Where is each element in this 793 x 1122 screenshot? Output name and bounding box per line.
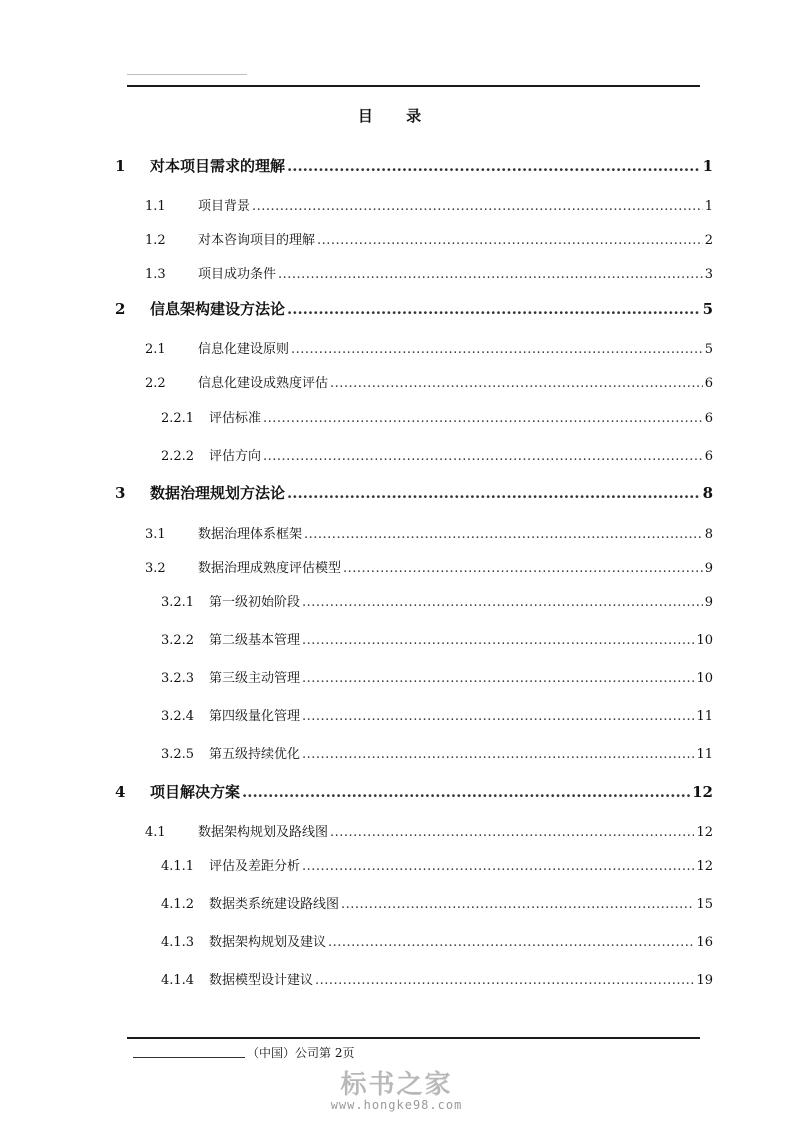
- toc-entry-4-1-3[interactable]: [161, 931, 713, 950]
- toc-entry-2-2-2[interactable]: [161, 445, 713, 464]
- toc-label: 数据架构规划及路线图: [198, 825, 329, 840]
- toc-page: 5: [702, 300, 713, 318]
- watermark-url: www.hongke98.com: [330, 1098, 463, 1112]
- toc-number: 2.1: [145, 342, 166, 357]
- toc-entry-3-1[interactable]: [145, 523, 713, 542]
- toc-leader: [302, 595, 703, 610]
- toc-label: 项目解决方案: [150, 783, 241, 801]
- toc-label: 对本项目需求的理解: [150, 157, 286, 175]
- toc-label: 数据治理体系框架: [198, 527, 303, 542]
- toc-page: 12: [696, 859, 713, 874]
- header-rule: [127, 85, 700, 87]
- footer-blank-line: [133, 1045, 245, 1058]
- toc-page: 16: [696, 935, 713, 950]
- toc-number: 1.3: [145, 267, 166, 282]
- toc-page: 1: [704, 199, 713, 214]
- toc-leader: [287, 300, 701, 318]
- toc-label: 评估方向: [209, 449, 262, 464]
- toc-number: 4.1.3: [161, 935, 195, 950]
- toc-label: 数据架构规划及建议: [209, 935, 327, 950]
- toc-label: 第一级初始阶段: [209, 595, 301, 610]
- toc-page: 10: [696, 633, 713, 648]
- toc-entry-4-1-4[interactable]: [161, 969, 713, 988]
- toc-number: 3.2: [145, 561, 166, 576]
- toc-page: 11: [696, 709, 713, 724]
- toc-leader: [278, 267, 703, 282]
- toc-entry-1-3[interactable]: [145, 263, 713, 282]
- toc-label: 第四级量化管理: [209, 709, 301, 724]
- toc-entry-4[interactable]: [115, 781, 713, 802]
- toc-entry-1-2[interactable]: [145, 229, 713, 248]
- toc-leader: [291, 342, 703, 357]
- toc-label: 数据治理规划方法论: [150, 484, 286, 502]
- toc-label: 评估标准: [209, 411, 262, 426]
- toc-number: 3.2.2: [161, 633, 195, 648]
- toc-entry-2[interactable]: [115, 298, 713, 319]
- toc-page: 8: [704, 527, 713, 542]
- toc-number: 3.2.5: [161, 747, 195, 762]
- toc-number: 2: [115, 300, 126, 318]
- toc-entry-3-2-4[interactable]: [161, 705, 713, 724]
- toc-entry-2-1[interactable]: [145, 338, 713, 357]
- toc-entry-3-2-5[interactable]: [161, 743, 713, 762]
- toc-leader: [302, 671, 694, 686]
- toc-page: 6: [704, 449, 713, 464]
- toc-entry-3-2-1[interactable]: [161, 591, 713, 610]
- toc-entry-2-2-1[interactable]: [161, 407, 713, 426]
- toc-number: 4.1.4: [161, 973, 195, 988]
- toc-leader: [343, 561, 703, 576]
- toc-number: 1.2: [145, 233, 166, 248]
- toc-entry-4-1-1[interactable]: [161, 855, 713, 874]
- toc-page: 12: [692, 783, 713, 801]
- toc-label: 数据治理成熟度评估模型: [198, 561, 342, 576]
- toc-entry-3-2-2[interactable]: [161, 629, 713, 648]
- toc-number: 2.2.1: [161, 411, 195, 426]
- toc-leader: [263, 449, 703, 464]
- toc-label: 对本咨询项目的理解: [198, 233, 316, 248]
- toc-leader: [302, 859, 694, 874]
- toc-leader: [287, 157, 701, 175]
- toc-leader: [242, 783, 690, 801]
- toc-number: 4.1: [145, 825, 166, 840]
- watermark-logo: 标书之家: [340, 1070, 453, 1100]
- toc-entry-2-2[interactable]: [145, 372, 713, 391]
- toc-page: 8: [702, 484, 713, 502]
- toc-number: 3.2.1: [161, 595, 195, 610]
- toc-label: 信息化建设成熟度评估: [198, 376, 329, 391]
- toc-leader: [328, 935, 694, 950]
- footer-rule: [127, 1037, 700, 1039]
- toc-page: 12: [696, 825, 713, 840]
- toc-page: 9: [704, 595, 713, 610]
- toc-label: 第五级持续优化: [209, 747, 301, 762]
- toc-page: 19: [696, 973, 713, 988]
- toc-label: 数据模型设计建议: [209, 973, 314, 988]
- toc-leader: [330, 376, 703, 391]
- toc-leader: [263, 411, 703, 426]
- toc-leader: [341, 897, 694, 912]
- toc-entry-3-2[interactable]: [145, 557, 713, 576]
- toc-number: 4.1.1: [161, 859, 195, 874]
- toc-page: 6: [704, 411, 713, 426]
- toc-leader: [317, 233, 703, 248]
- toc-entry-4-1[interactable]: [145, 821, 713, 840]
- toc-label: 第三级主动管理: [209, 671, 301, 686]
- toc-entry-4-1-2[interactable]: [161, 893, 713, 912]
- toc-page: 15: [696, 897, 713, 912]
- toc-entry-1[interactable]: [115, 155, 713, 176]
- page-title: 目 录: [357, 107, 436, 125]
- toc-leader: [302, 747, 694, 762]
- toc-number: 3.2.3: [161, 671, 195, 686]
- toc-entry-1-1[interactable]: [145, 195, 713, 214]
- toc-page: 11: [696, 747, 713, 762]
- toc-number: 3: [115, 484, 126, 502]
- toc-label: 信息化建设原则: [198, 342, 290, 357]
- page-footer: [133, 1044, 354, 1061]
- toc-number: 3.1: [145, 527, 166, 542]
- toc-page: 2: [704, 233, 713, 248]
- toc-page: 1: [702, 157, 713, 175]
- header-short-rule: [127, 74, 247, 75]
- toc-label: 信息架构建设方法论: [150, 300, 286, 318]
- toc-number: 2.2.2: [161, 449, 195, 464]
- toc-label: 第二级基本管理: [209, 633, 301, 648]
- toc-page: 10: [696, 671, 713, 686]
- toc-number: 3.2.4: [161, 709, 195, 724]
- toc-page: 6: [704, 376, 713, 391]
- toc-label: 项目成功条件: [198, 267, 277, 282]
- toc-number: 4: [115, 783, 126, 801]
- toc-label: 项目背景: [198, 199, 251, 214]
- toc-leader: [287, 484, 701, 502]
- toc-number: 2.2: [145, 376, 166, 391]
- toc-page: 5: [704, 342, 713, 357]
- toc-leader: [302, 633, 694, 648]
- toc-leader: [315, 973, 694, 988]
- toc-leader: [304, 527, 703, 542]
- toc-leader: [302, 709, 694, 724]
- toc-entry-3[interactable]: [115, 482, 713, 503]
- toc-number: 1.1: [145, 199, 166, 214]
- toc-entry-3-2-3[interactable]: [161, 667, 713, 686]
- toc-label: 数据类系统建设路线图: [209, 897, 340, 912]
- toc-leader: [330, 825, 694, 840]
- footer-text: （中国）公司第 2页: [247, 1046, 355, 1060]
- toc-label: 评估及差距分析: [209, 859, 301, 874]
- toc-page: 3: [704, 267, 713, 282]
- toc-number: 4.1.2: [161, 897, 195, 912]
- toc-leader: [252, 199, 703, 214]
- toc-number: 1: [115, 157, 126, 175]
- toc-page: 9: [704, 561, 713, 576]
